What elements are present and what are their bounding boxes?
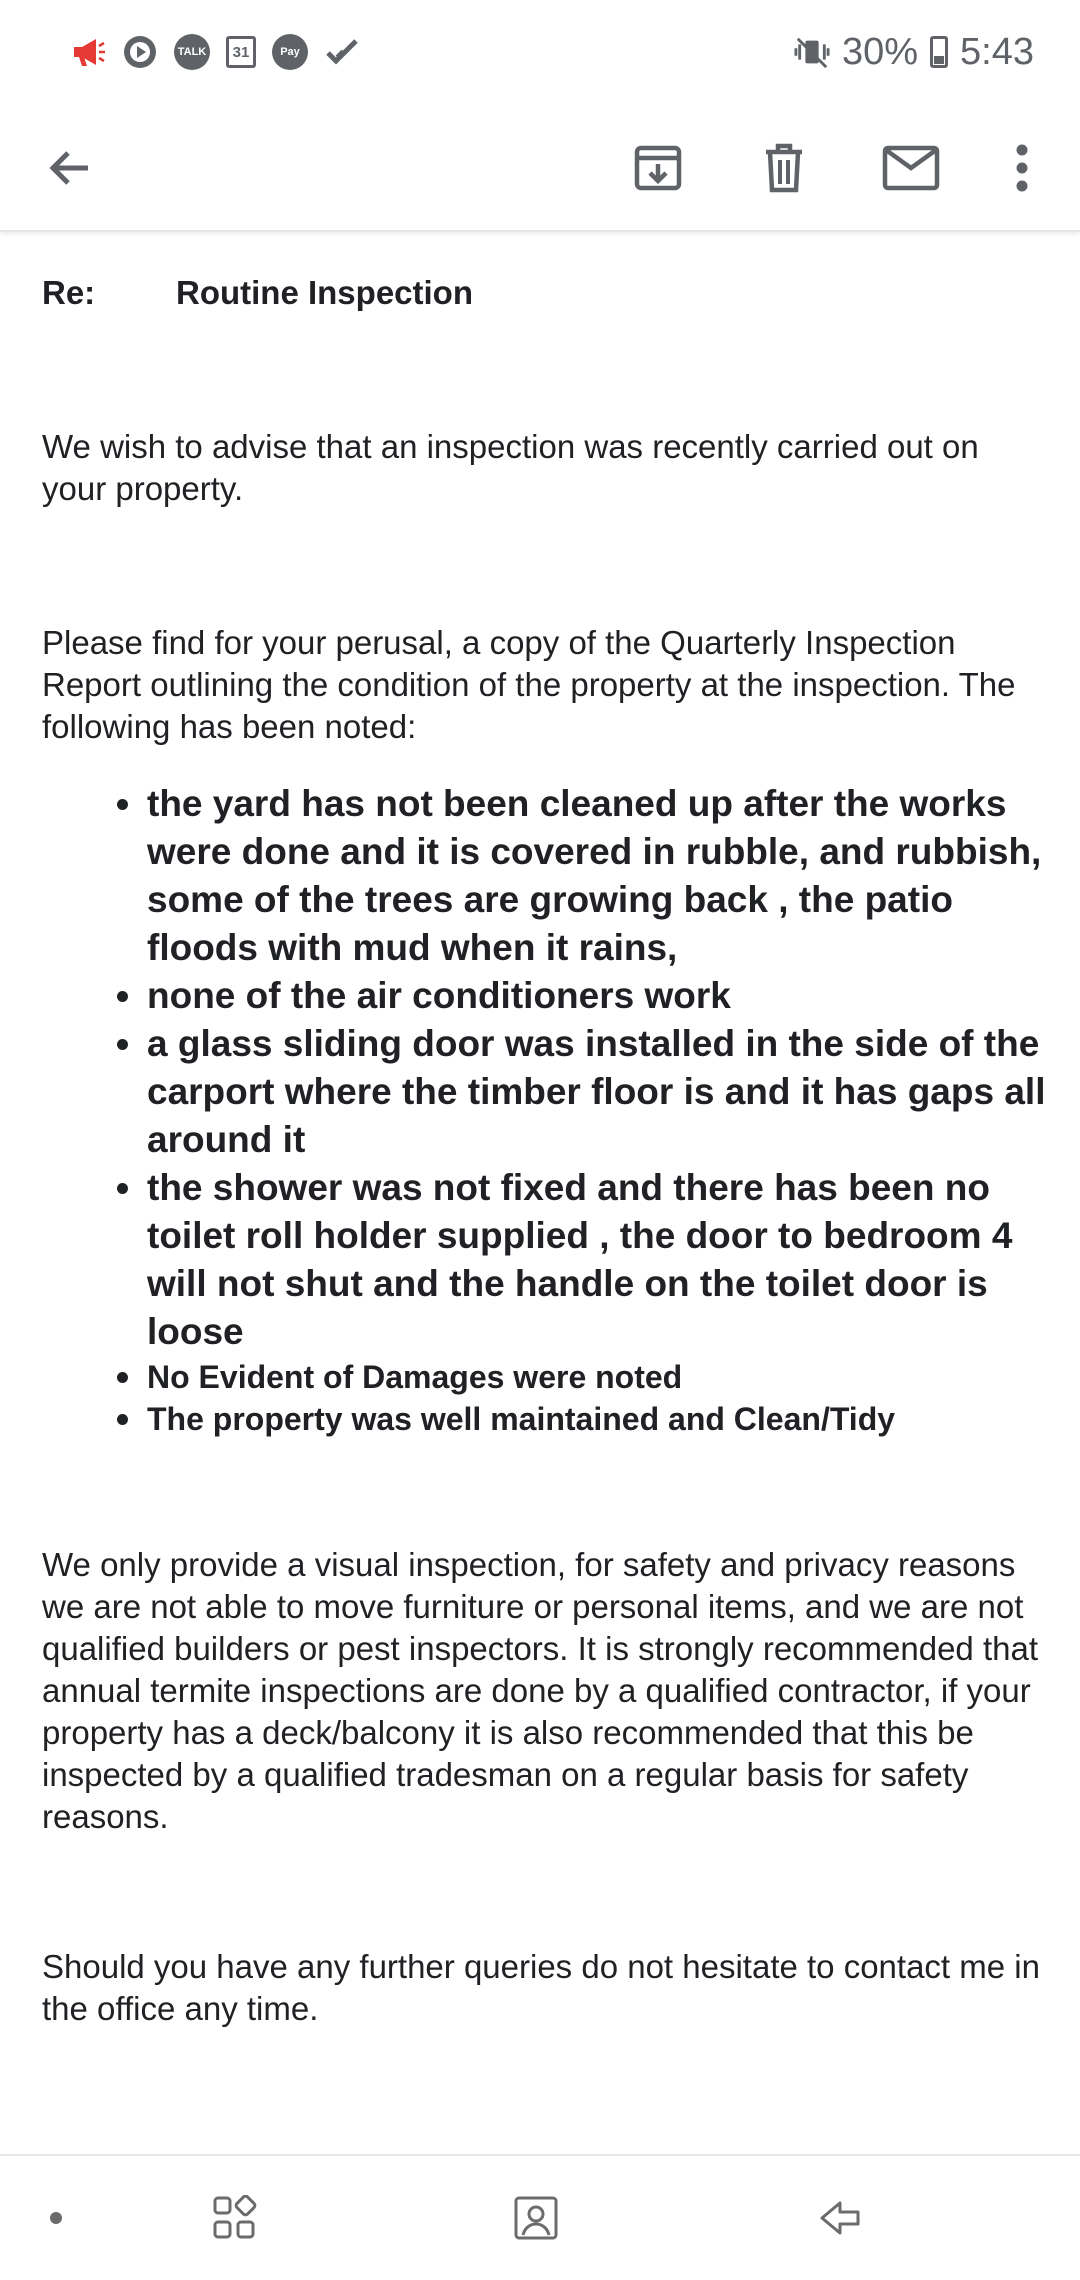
home-button[interactable] <box>504 2186 568 2250</box>
email-toolbar <box>0 104 1080 232</box>
nav-dot-button[interactable] <box>24 2186 88 2250</box>
list-item: none of the air conditioners work <box>147 972 1052 1020</box>
list-item: the yard has not been cleaned up after the works were done and it is covered in rubble, and rubbish, some of the trees are growing back , the patio floods with mud when it rains, <box>147 780 1052 972</box>
list-item: the shower was not fixed and there has been no toilet roll holder supplied , the door to bedroom 4 will not shut and the handle on the toilet door is loose <box>147 1164 1052 1356</box>
vibrate-mute-icon <box>794 34 830 70</box>
status-bar <box>0 0 1080 104</box>
system-status <box>794 31 1034 74</box>
notification-icons <box>70 34 360 70</box>
findings-list <box>42 780 1052 1440</box>
megaphone-icon <box>70 34 106 70</box>
battery-percent: 30% <box>841 30 919 73</box>
paragraph-disclaimer: We only provide a visual inspection, for safety and privacy reasons we are not able to move furniture or personal items, and we are not qualified builders or pest inspectors. It is strongly recommended that annual termite inspections are done by a qualified contractor, if your property has a deck/balcony it is also recommended that this be inspected by a qualified tradesman on a regular basis for safety reasons. <box>42 1546 1038 1835</box>
check-icon <box>324 34 360 70</box>
calendar-icon: 31 <box>226 36 256 68</box>
paragraph-report: Please find for your perusal, a copy of the Quarterly Inspection Report outlining the condition of the property at the inspection. The following has been noted: <box>42 624 1016 745</box>
more-options-button[interactable] <box>980 126 1064 210</box>
contact-card-icon <box>513 2195 559 2241</box>
delete-button[interactable] <box>742 126 826 210</box>
back-button[interactable] <box>28 126 112 210</box>
archive-button[interactable] <box>616 126 700 210</box>
apps-grid-icon <box>212 2195 258 2241</box>
subject-line <box>42 274 473 312</box>
delete-icon <box>760 142 808 194</box>
back-nav-icon <box>818 2198 862 2238</box>
play-icon <box>122 34 158 70</box>
clock: 5:43 <box>960 30 1034 73</box>
list-item: a glass sliding door was installed in the side of the carport where the timber floor is and it has gaps all around it <box>147 1020 1052 1164</box>
mark-unread-button[interactable] <box>869 126 953 210</box>
pay-icon: Pay <box>272 34 308 70</box>
paragraph-contact: Should you have any further queries do not hesitate to contact me in the office any time. <box>42 1948 1040 2027</box>
more-vert-icon <box>1015 144 1029 192</box>
navigation-bar <box>0 2154 1080 2280</box>
mail-icon <box>882 145 940 191</box>
battery-icon <box>930 36 948 68</box>
back-arrow-icon <box>46 144 94 192</box>
subject-label: Re: <box>42 274 96 311</box>
system-back-button[interactable] <box>808 2186 872 2250</box>
archive-icon <box>632 142 684 194</box>
dot-icon <box>49 2211 63 2225</box>
subject-text: Routine Inspection <box>176 274 473 311</box>
talk-icon: TALK <box>174 34 210 70</box>
list-item: No Evident of Damages were noted <box>147 1356 1052 1398</box>
paragraph-intro: We wish to advise that an inspection was recently carried out on your property. <box>42 428 979 507</box>
list-item: The property was well maintained and Clean/Tidy <box>147 1398 1052 1440</box>
recent-apps-button[interactable] <box>203 2186 267 2250</box>
